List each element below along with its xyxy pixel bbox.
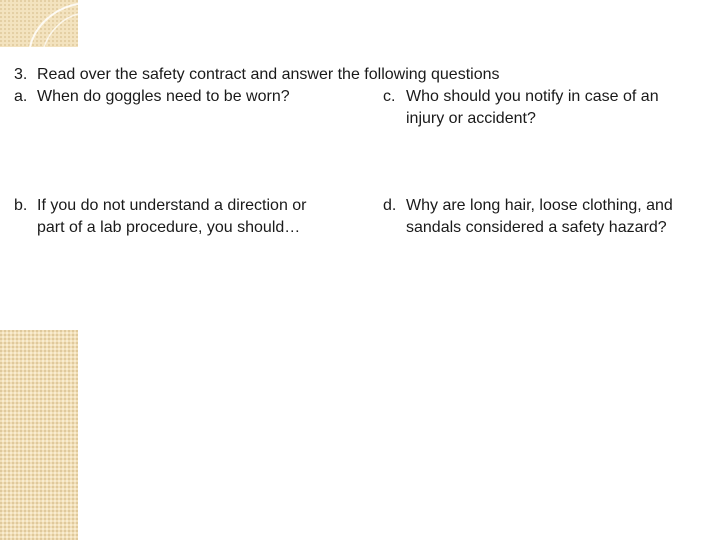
- question-a-line-1: When do goggles need to be worn?: [37, 88, 290, 105]
- question-c-letter: c.: [383, 88, 396, 105]
- swirl-ornament-icon: [0, 0, 78, 47]
- intro-text: Read over the safety contract and answer the following questions: [37, 66, 500, 83]
- decorative-side-strip: [0, 330, 78, 540]
- question-d-line-2: sandals considered a safety hazard?: [406, 219, 667, 236]
- question-c-line-2: injury or accident?: [406, 110, 536, 127]
- question-b-line-2: part of a lab procedure, you should…: [37, 219, 301, 236]
- question-c-line-1: Who should you notify in case of an: [406, 88, 659, 105]
- question-d-line-1: Why are long hair, loose clothing, and: [406, 197, 673, 214]
- decorative-corner-tile: [0, 0, 78, 47]
- question-d-letter: d.: [383, 197, 397, 214]
- question-b-letter: b.: [14, 197, 28, 214]
- question-b-line-1: If you do not understand a direction or: [37, 197, 307, 214]
- intro-number: 3.: [14, 66, 28, 83]
- question-a-letter: a.: [14, 88, 28, 105]
